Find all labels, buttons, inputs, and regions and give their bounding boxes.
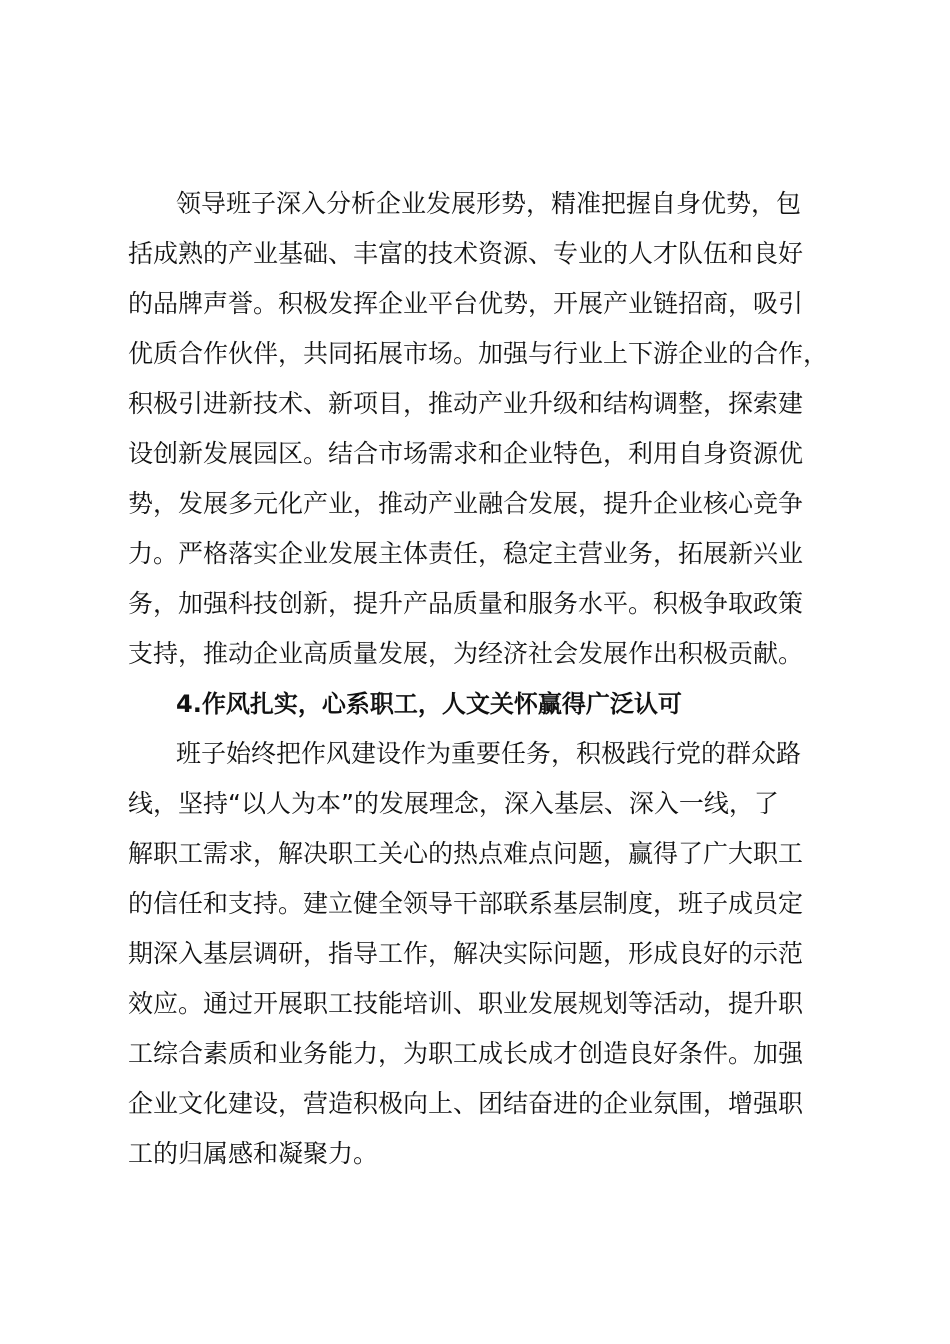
paragraph-2-line-4: 的信任和支持。建立健全领导干部联系基层制度，班子成员定	[128, 889, 804, 918]
paragraph-1-line-3: 的品牌声誉。积极发挥企业平台优势，开展产业链招商，吸引	[128, 289, 804, 318]
paragraph-2-line-5: 期深入基层调研，指导工作，解决实际问题，形成良好的示范	[128, 939, 804, 968]
paragraph-1-line-2: 括成熟的产业基础、丰富的技术资源、专业的人才队伍和良好	[128, 239, 804, 268]
paragraph-2-line-2: 线，坚持“以人为本”的发展理念，深入基层、深入一线，了	[128, 789, 779, 818]
paragraph-1-line-10: 支持，推动企业高质量发展，为经济社会发展作出积极贡献。	[128, 639, 804, 668]
paragraph-1-line-9: 务，加强科技创新，提升产品质量和服务水平。积极争取政策	[128, 589, 804, 618]
paragraph-2-line-7: 工综合素质和业务能力，为职工成长成才创造良好条件。加强	[128, 1039, 804, 1068]
paragraph-1-line-4: 优质合作伙伴，共同拓展市场。加强与行业上下游企业的合作，	[128, 339, 829, 368]
paragraph-1-line-7: 势，发展多元化产业，推动产业融合发展，提升企业核心竞争	[128, 489, 804, 518]
paragraph-2-line-1: 班子始终把作风建设作为重要任务，积极践行党的群众路	[176, 739, 802, 768]
paragraph-1-line-1: 领导班子深入分析企业发展形势，精准把握自身优势，包	[176, 189, 802, 218]
paragraph-2-line-3: 解职工需求，解决职工关心的热点难点问题，赢得了广大职工	[128, 839, 804, 868]
paragraph-2-line-6: 效应。通过开展职工技能培训、职业发展规划等活动，提升职	[128, 989, 804, 1018]
paragraph-1-line-8: 力。严格落实企业发展主体责任，稳定主营业务，拓展新兴业	[128, 539, 804, 568]
paragraph-1-line-5: 积极引进新技术、新项目，推动产业升级和结构调整，探索建	[128, 389, 804, 418]
paragraph-1-line-6: 设创新发展园区。结合市场需求和企业特色，利用自身资源优	[128, 439, 804, 468]
section-heading-4: 4.作风扎实，心系职工，人文关怀赢得广泛认可	[176, 690, 682, 718]
paragraph-2-line-9: 工的归属感和凝聚力。	[128, 1139, 379, 1168]
paragraph-2-line-8: 企业文化建设，营造积极向上、团结奋进的企业氛围，增强职	[128, 1089, 804, 1118]
